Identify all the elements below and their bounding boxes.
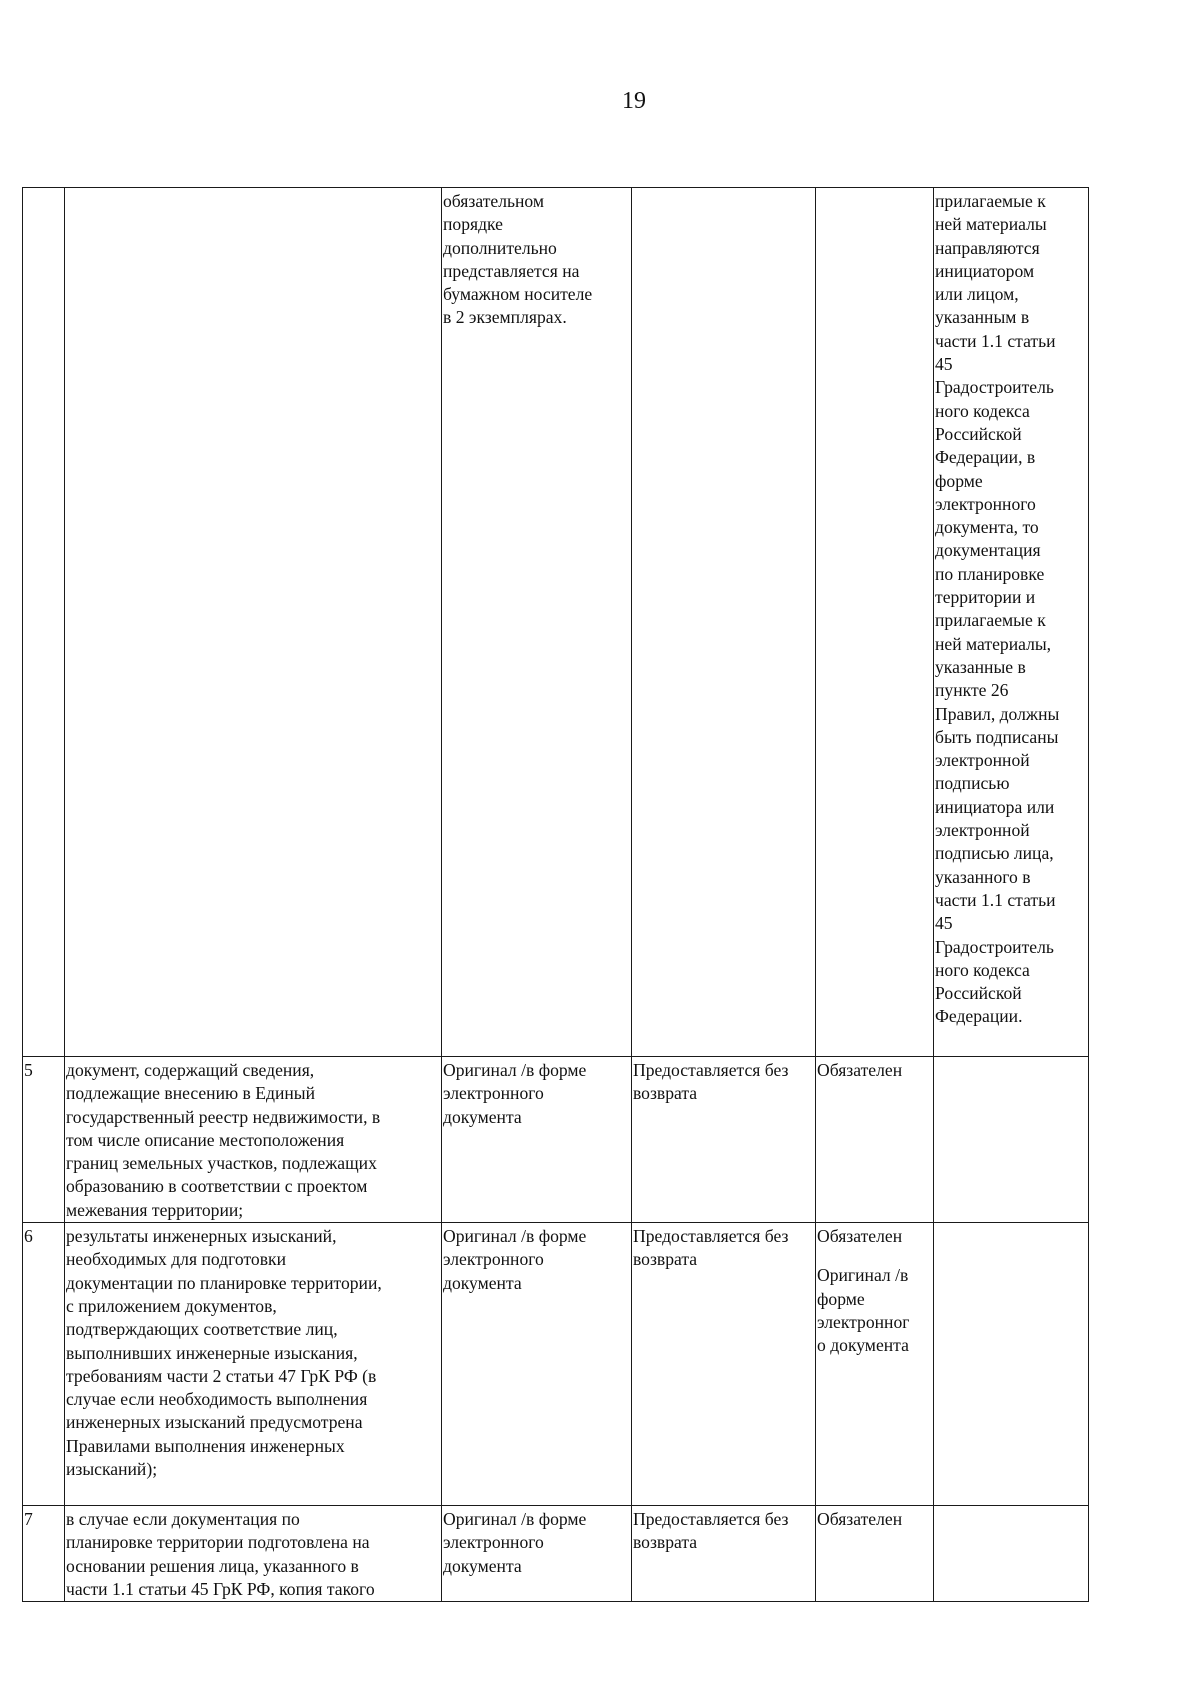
text-line: результаты инженерных изысканий, (66, 1226, 337, 1247)
text-line: подписью лица, (935, 843, 1054, 864)
table-row (23, 1057, 1089, 1223)
text-line: Предоставляется без (633, 1509, 789, 1530)
cell-number (23, 188, 65, 1057)
text-line: требованиям части 2 статьи 47 ГрК РФ (в (66, 1365, 377, 1386)
text-line: документа (443, 1555, 522, 1576)
text-line: пункте 26 (935, 680, 1009, 701)
cell-required (816, 1057, 934, 1223)
cell-description (65, 1057, 442, 1223)
text-line: ней материалы (935, 214, 1047, 235)
text-line: документ, содержащий сведения, (66, 1060, 315, 1080)
text-line: подлежащие внесению в Единый (66, 1083, 316, 1104)
text-line: электронного (443, 1532, 544, 1553)
text-line: с приложением документов, (66, 1295, 277, 1316)
text-line: представляется на (443, 260, 580, 281)
cell-form (442, 1506, 632, 1602)
text-line: Обязателен (817, 1226, 903, 1247)
text-line: ней материалы, (935, 633, 1052, 654)
text-line: инициатора или (935, 796, 1055, 817)
text-line: документация (935, 540, 1041, 561)
text-line: электронного (935, 493, 1036, 514)
text-line: в 2 экземплярах. (443, 307, 567, 328)
text-line: подтверждающих соответствие лиц, (66, 1319, 338, 1340)
text-line: Федерации, в (935, 447, 1036, 468)
cell-required (816, 1506, 934, 1602)
text-line: документа (443, 1106, 522, 1127)
text-line: указанного в (935, 866, 1031, 887)
text-line: возврата (633, 1083, 698, 1104)
cell-return (632, 188, 816, 1057)
text-line: Оригинал /в форме (443, 1060, 587, 1080)
documents-table (22, 187, 1089, 1602)
text-line: основании решения лица, указанного в (66, 1555, 359, 1576)
text-line: ного кодекса (935, 400, 1030, 421)
cell-form (442, 1223, 632, 1506)
text-line: Обязателен (817, 1509, 903, 1530)
text-line: инженерных изысканий предусмотрена (66, 1412, 363, 1433)
text-line: электронной (935, 820, 1030, 841)
text-line: Правил, должны (935, 703, 1060, 724)
text-line: Оригинал /в форме (443, 1226, 587, 1247)
cell-notes (934, 188, 1089, 1057)
text-line: Оригинал /в форме (443, 1509, 587, 1530)
text-line: Российской (935, 423, 1022, 444)
text-line: направляются (935, 237, 1040, 258)
row-number: 7 (23, 1506, 65, 1602)
text-line: электронной (935, 750, 1030, 771)
cell-required (816, 1223, 934, 1506)
text-line: обязательном (443, 191, 545, 211)
cell-notes (934, 1223, 1089, 1506)
text-line: электронного (443, 1083, 544, 1104)
text-line: ного кодекса (935, 959, 1030, 980)
text-line: Правилами выполнения инженерных (66, 1435, 345, 1456)
text-line: планировке территории подготовлена на (66, 1532, 370, 1553)
text-line: о документа (817, 1335, 909, 1356)
text-line: электронного (443, 1249, 544, 1270)
text-line: государственный реестр недвижимости, в (66, 1106, 381, 1127)
text-line: Федерации. (935, 1006, 1023, 1027)
text-line: или лицом, (935, 284, 1019, 305)
table-row (23, 1506, 1089, 1602)
table-row (23, 1223, 1089, 1506)
text-line: территории и (935, 587, 1036, 608)
text-line: дополнительно (443, 237, 557, 258)
text-line: Российской (935, 983, 1022, 1004)
text-line: границ земельных участков, подлежащих (66, 1153, 377, 1174)
text-line: возврата (633, 1249, 698, 1270)
text-line: Предоставляется без (633, 1226, 789, 1247)
cell-form (442, 1057, 632, 1223)
text-line: электронног (817, 1311, 910, 1332)
text-line: прилагаемые к (935, 610, 1046, 631)
text-line: части 1.1 статьи 45 ГрК РФ, копия такого (66, 1578, 375, 1599)
text-line: документа, то (935, 517, 1039, 538)
text-line: Предоставляется без (633, 1060, 789, 1080)
text-line: в случае если документация по (66, 1509, 300, 1530)
text-line: выполнивших инженерные изыскания, (66, 1342, 358, 1363)
table-row-continuation (23, 188, 1089, 1057)
cell-return (632, 1223, 816, 1506)
text-line: быть подписаны (935, 726, 1059, 747)
text-line: 45 (935, 354, 953, 375)
text-line: прилагаемые к (935, 191, 1046, 211)
page-number: 19 (622, 88, 646, 114)
text-line: указанным в (935, 307, 1030, 328)
text-line: Градостроитель (935, 377, 1054, 398)
text-line: документации по планировке территории, (66, 1272, 382, 1293)
text-line: документа (443, 1272, 522, 1293)
cell-description (65, 1223, 442, 1506)
text-line: межевания территории; (66, 1199, 244, 1220)
cell-required (816, 188, 934, 1057)
text-line: образованию в соответствии с проектом (66, 1176, 368, 1197)
cell-return (632, 1057, 816, 1223)
text-line: форме (817, 1288, 865, 1309)
text-line: 45 (935, 913, 953, 934)
text-line: форме (935, 470, 983, 491)
cell-notes (934, 1506, 1089, 1602)
text-line: подписью (935, 773, 1010, 794)
cell-notes (934, 1057, 1089, 1223)
row-number: 6 (23, 1223, 65, 1506)
text-line: Обязателен (817, 1060, 903, 1080)
text-line: необходимых для подготовки (66, 1249, 286, 1270)
cell-description (65, 188, 442, 1057)
text-line: бумажном носителе (443, 284, 593, 305)
text-line: части 1.1 статьи (935, 330, 1056, 351)
cell-description (65, 1506, 442, 1602)
text-line: Оригинал /в (817, 1265, 909, 1286)
text-line: части 1.1 статьи (935, 889, 1056, 910)
row-number: 5 (23, 1057, 65, 1223)
text-line: возврата (633, 1532, 698, 1553)
text-line: Градостроитель (935, 936, 1054, 957)
text-line: изысканий); (66, 1459, 158, 1480)
cell-return (632, 1506, 816, 1602)
text-line: порядке (443, 214, 503, 235)
cell-form (442, 188, 632, 1057)
text-line: по планировке (935, 563, 1045, 584)
text-line: указанные в (935, 656, 1026, 677)
text-line: том числе описание местоположения (66, 1129, 345, 1150)
text-line: случае если необходимость выполнения (66, 1389, 368, 1410)
text-line: инициатором (935, 260, 1035, 281)
